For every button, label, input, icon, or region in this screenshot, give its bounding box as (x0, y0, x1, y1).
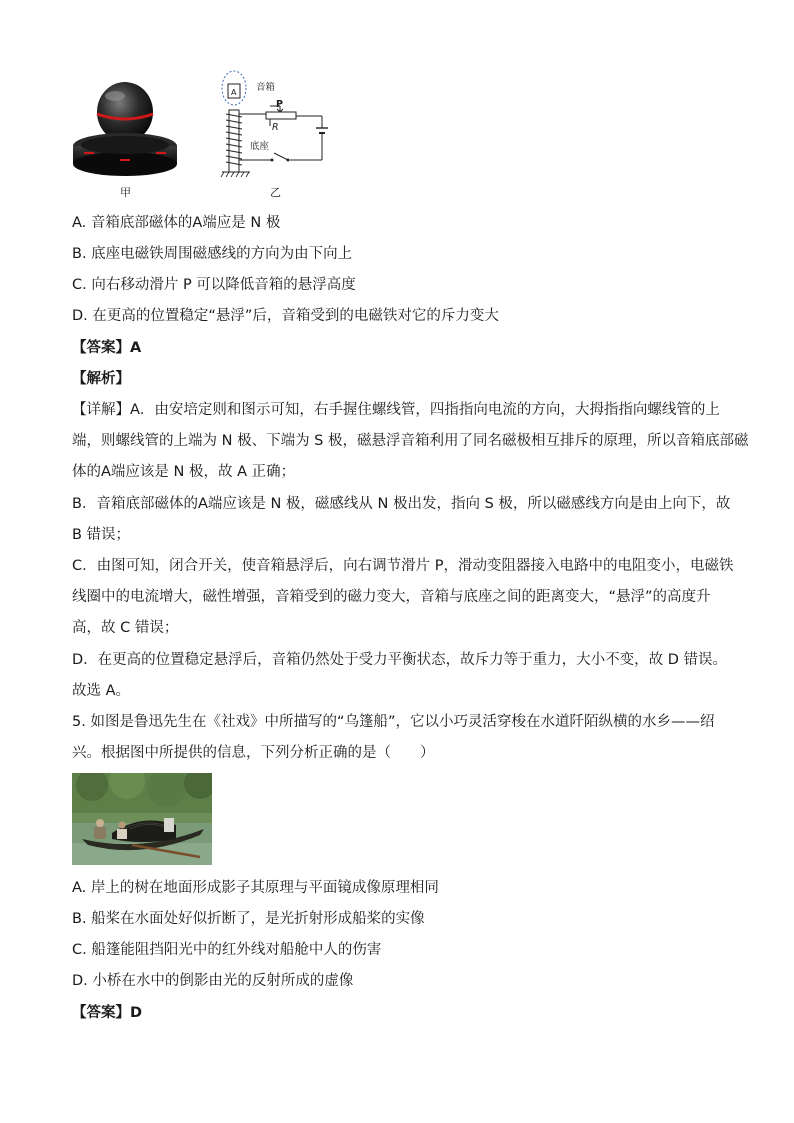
analysis-line: D．在更高的位置稳定悬浮后，音箱仍然处于受力平衡状态，故斥力等于重力，大小不变，故 D 错误。 (72, 652, 728, 668)
q4-option-d: D. 在更高的位置稳定“悬浮”后，音箱受到的电磁铁对它的斥力变大 (72, 308, 499, 324)
analysis-line: 体的A端应该是 N 极，故 A 正确； (72, 464, 296, 480)
analysis-line: 线圈中的电流增大，磁性增强，音箱受到的磁力变大，音箱与底座之间的距离变大，“悬浮”的高度升 (72, 589, 711, 605)
figure-label-jia: 甲 (120, 186, 131, 199)
q5-option-a: A. 岸上的树在地面形成影子其原理与平面镜成像原理相同 (72, 880, 439, 896)
analysis-line: C．由图可知，闭合开关，使音箱悬浮后，向右调节滑片 P，滑动变阻器接入电路中的电阻变小，电磁铁 (72, 558, 734, 574)
q4-option-c: C. 向右移动滑片 P 可以降低音箱的悬浮高度 (72, 277, 356, 293)
analysis-line: 故选 A。 (72, 683, 131, 699)
resistor-label: R (272, 122, 279, 133)
q5-answer: 【答案】D (72, 1005, 143, 1021)
q4-option-a: A. 音箱底部磁体的A端应是 N 极 (72, 215, 281, 231)
pole-label: A (231, 88, 237, 97)
figure-label-yi: 乙 (270, 186, 281, 199)
q5-option-c: C. 船篷能阻挡阳光中的红外线对船舱中人的伤害 (72, 942, 382, 958)
slider-label: P (276, 99, 283, 110)
analysis-line: B 错误； (72, 527, 131, 543)
q4-answer: 【答案】A (72, 340, 142, 356)
q4-option-b: B. 底座电磁铁周围磁感线的方向为由下向上 (72, 246, 353, 262)
analysis-line: 【详解】A．由安培定则和图示可知，右手握住螺线管，四指指向电流的方向，大拇指指向螺线管的上 (72, 402, 720, 418)
speaker-label: 音箱 (256, 82, 276, 93)
analysis-line: 高，故 C 错误； (72, 620, 179, 636)
boat-photo (72, 773, 212, 865)
analysis-line: 端，则螺线管的上端为 N 极、下端为 S 极，磁悬浮音箱利用了同名磁极相互排斥的原理，所以音箱底部磁 (72, 433, 749, 449)
q5-option-d: D. 小桥在水中的倒影由光的反射所成的虚像 (72, 973, 354, 989)
base-label: 底座 (250, 141, 270, 152)
q5-stem-line: 兴。根据图中所提供的信息，下列分析正确的是（ ） (72, 745, 435, 761)
levitating-speaker-figure (70, 74, 180, 182)
q5-stem-line: 5. 如图是鲁迅先生在《社戏》中所描写的“乌篷船”，它以小巧灵活穿梭在水道阡陌纵横的水乡——绍 (72, 714, 715, 730)
q4-analysis-title: 【解析】 (72, 371, 130, 387)
q5-option-b: B. 船桨在水面处好似折断了，是光折射形成船桨的实像 (72, 911, 425, 927)
analysis-line: B．音箱底部磁体的A端应该是 N 极，磁感线从 N 极出发，指向 S 极，所以磁感线方向是由上向下，故 (72, 496, 731, 512)
